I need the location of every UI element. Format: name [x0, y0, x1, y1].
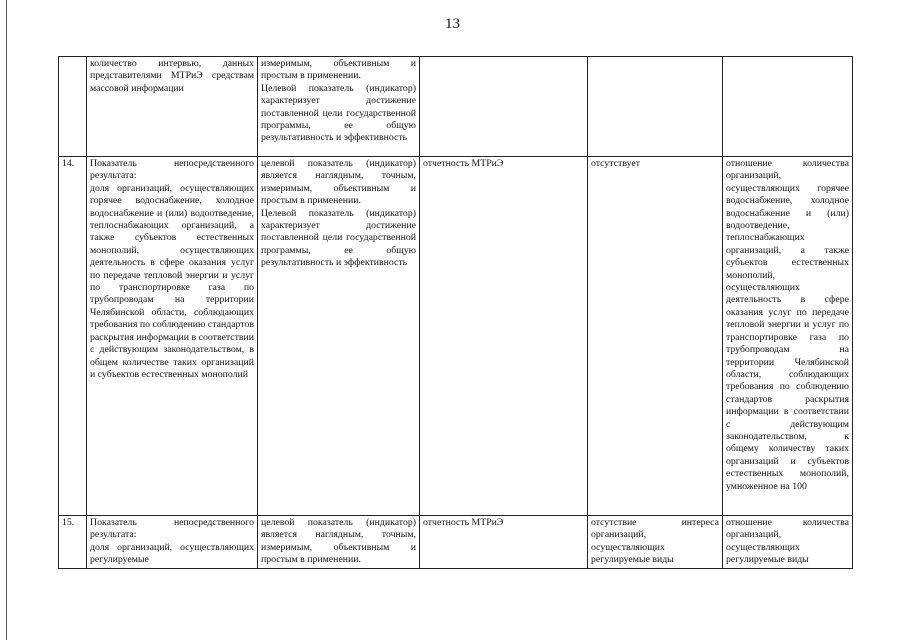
method-cell: отношение количества организаций, осуществляющих регулируемые виды	[723, 516, 853, 569]
method-cell: отношение количества организаций, осуществляющих горячее водоснабжение, холодное водоснабжение и (или) водоотведение, теплоснабжающих организаций, а также субъектов естественных монополий, осуществляющих деятельность в сфере оказания услуг по передаче тепловой энергии и услуг по транспортировке газа по трубопроводам на территории Челябинской области, соблюдающих требования по соблюдению стандартов раскрытия информации в соответствии с действующим законодательством, к общему количеству таких организаций и субъектов естественных монополий, умноженное на 100	[723, 157, 853, 516]
page-edge-line	[6, 0, 7, 640]
baseline-cell: отсутствует	[588, 157, 723, 516]
table-row	[59, 57, 853, 157]
baseline-cell: отсутствие интереса организаций, осуществляющих регулируемые виды	[588, 516, 723, 569]
justification-cell: измеримым, объективным и простым в применении. Целевой показатель (индикатор) характеризует достижение поставленной цели государственной программы, ее общую результативность и эффективность	[258, 57, 420, 157]
indicators-table	[58, 56, 853, 569]
row-number	[59, 57, 87, 157]
method-cell	[723, 57, 853, 157]
table-row	[59, 516, 853, 569]
row-number: 14.	[59, 157, 87, 516]
justification-cell: целевой показатель (индикатор) является наглядным, точным, измеримым, объективным и простым в применении.	[258, 516, 420, 569]
indicator-cell: Показатель непосредственного результата: доля организаций, осуществляющих регулируемые	[87, 516, 258, 569]
baseline-cell	[588, 57, 723, 157]
justification-cell: целевой показатель (индикатор) является наглядным, точным, измеримым, объективным и простым в применении. Целевой показатель (индикатор) характеризует достижение поставленной цели государственной программы, ее общую результативность и эффективность	[258, 157, 420, 516]
page-number: 13	[445, 16, 460, 32]
row-number: 15.	[59, 516, 87, 569]
source-cell: отчетность МТРиЭ	[420, 516, 588, 569]
source-cell	[420, 57, 588, 157]
indicator-cell: количество интервью, данных представителями МТРиЭ средствам массовой информации	[87, 57, 258, 157]
table-row	[59, 157, 853, 516]
indicator-cell: Показатель непосредственного результата: доля организаций, осуществляющих горячее водоснабжение, холодное водоснабжение и (или) водоотведение, теплоснабжающих организаций, а также субъектов естественных монополий, осуществляющих деятельность в сфере оказания услуг по передаче тепловой энергии и услуг по транспортировке газа по трубопроводам на территории Челябинской области, соблюдающих требования по соблюдению стандартов раскрытия информации в соответствии с действующим законодательством, в общем количестве таких организаций и субъектов естественных монополий	[87, 157, 258, 516]
source-cell: отчетность МТРиЭ	[420, 157, 588, 516]
